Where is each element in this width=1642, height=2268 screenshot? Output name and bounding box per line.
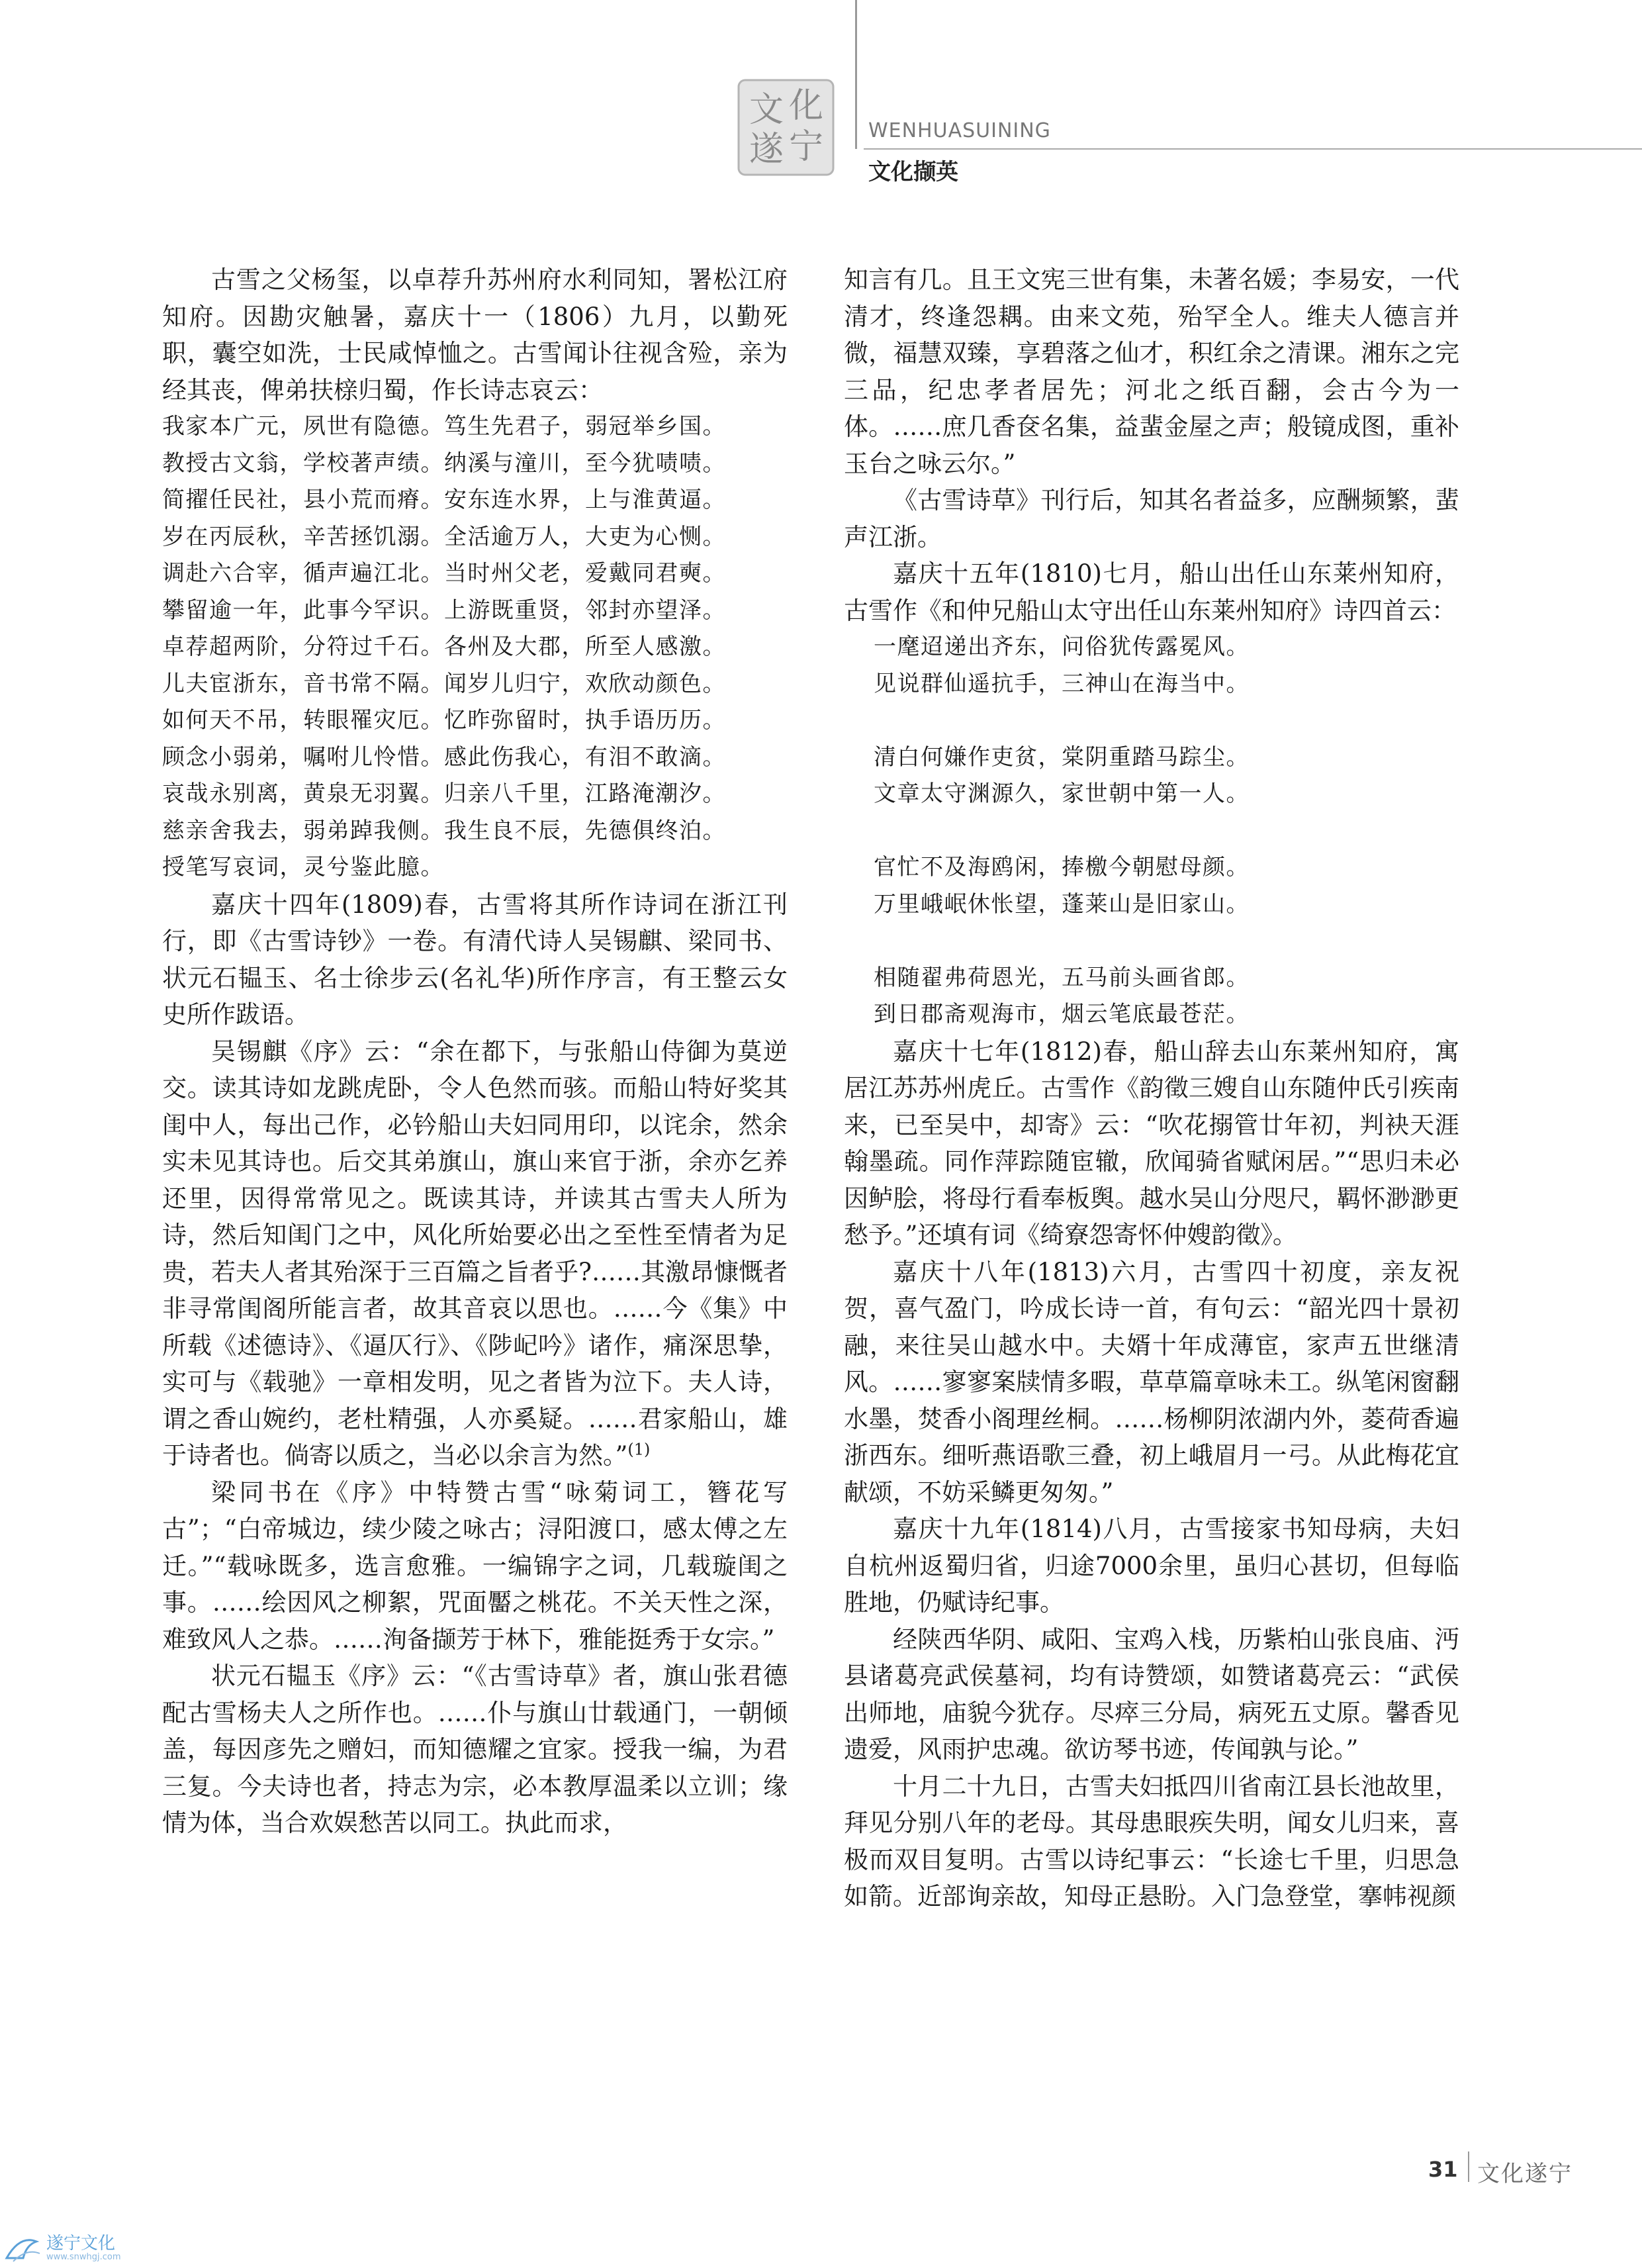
paragraph: 嘉庆十四年(1809)春，古雪将其所作诗词在浙江刊行，即《古雪诗钞》一卷。有清代诗人吴锡麒、梁同书、状元石韫玉、名士徐步云(名礼华)所作序言，有王整云女史所作跋语。 xyxy=(162,890,788,1029)
paragraph: 经陕西华阴、咸阳、宝鸡入栈，历紫柏山张良庙、沔县诸葛亮武侯墓祠，均有诗赞颂，如赞诸葛亮云：“武侯出师地，庙貌今犹存。尽瘁三分局，病死五丈原。馨香见遗爱，风雨护忠魂。欲访琴书迹，传闻孰与论。” xyxy=(844,1625,1459,1764)
paragraph: 状元石韫玉《序》云：“《古雪诗草》者，旗山张君德配古雪杨夫人之所作也。……仆与旗山廿载通门，一朝倾盖，每因彦先之赠妇，而知德耀之宜家。授我一编，为君三复。今夫诗也者，持志为宗，必本教厚温柔以立训；缘情为体，当合欢娱愁苦以同工。执此而求， xyxy=(162,1662,788,1837)
paragraph xyxy=(162,1033,788,1474)
section-title: 文化撷英 xyxy=(868,159,958,185)
paragraph: 嘉庆十七年(1812)春，船山辞去山东莱州知府，寓居江苏苏州虎丘。古雪作《韵徵三嫂自山东随仲氏引疾南来，已至吴中，却寄》云：“吹花搦管廿年初，判袂天涯翰墨疏。同作萍踪随宦辙，欣闻骑省赋闲居。”“思归未必因鲈脍，将母行看奉板舆。越水吴山分咫尺，羁怀渺渺更愁予。”还填有词《绮寮怨寄怀仲嫂韵徵》。 xyxy=(844,1037,1459,1249)
header-rule xyxy=(864,148,1642,150)
poem-line: 文章太守渊源久，家世朝中第一人。 xyxy=(874,780,1250,807)
poem-line: 顾念小弱弟，嘱咐儿怜惜。感此伤我心，有泪不敢滴。 xyxy=(162,743,726,771)
poem-line: 如何天不吊，转眼罹灾厄。忆昨弥留时，执手语历历。 xyxy=(162,707,726,733)
paragraph: 十月二十九日，古雪夫妇抵四川省南江县长池故里，拜见分别八年的老母。其母患眼疾失明，闻女儿归来，喜极而双目复明。古雪以诗纪事云：“长途七千里，归思急如箭。近部询亲故，知母正悬盼。入门急登堂，搴帏视颜 xyxy=(844,1772,1459,1911)
poem-line: 简擢任民社，县小荒而瘠。安东连水界，上与淮黄逼。 xyxy=(162,487,726,513)
poem-line: 我家本广元，夙世有隐德。笃生先君子，弱冠举乡国。 xyxy=(162,413,726,440)
poem-line: 调赴六合宰，循声遍江北。当时州父老，爱戴同君奭。 xyxy=(162,560,726,587)
poem-line: 相随翟弗荷恩光，五马前头画省郎。 xyxy=(874,964,1250,991)
paragraph-text: 吴锡麒《序》云：“余在都下，与张船山侍御为莫逆交。读其诗如龙跳虎卧，令人色然而骇。而船山特好奖其闺中人，每出己作，必钤船山夫妇同用印，以诧余，然余实未见其诗也。后交其弟旗山，旗山来官于浙，余亦乞养还里，因得常常见之。既读其诗，并读其古雪夫人所为诗，然后知闺门之中，风化所始要必出之至性至情者为足贵，若夫人者其殆深于三百篇之旨者乎?……其激昂慷慨者非寻常闺阁所能言者，故其音哀以思也。……今《集》中所载《述德诗》、《逼仄行》、《陟屺吟》诸作，痛深思挚，实可与《载驰》一章相发明，见之者皆为泣下。夫人诗，谓之香山婉约，老杜精强，人亦奚疑。……君家船山，雄于诗者也。倘寄以质之，当必以余言为然。” xyxy=(162,1037,788,1470)
paragraph: 知言有几。且王文宪三世有集，未著名媛；李易安，一代清才，终逢怨耦。由来文苑，殆罕全人。维夫人德言并微，福慧双臻，享碧落之仙才，积红余之清课。湘东之完三品，纪忠孝者居先；河北之纸百翻，会古今为一体。……庶几香奁名集，益蜚金屋之声；般镜成图，重补玉台之咏云尔。” xyxy=(844,265,1459,478)
poem-line: 卓荐超两阶，分符过千石。各州及大郡，所至人感激。 xyxy=(162,634,726,660)
poem-line: 到日郡斋观海市，烟云笔底最苍茫。 xyxy=(874,1001,1250,1027)
paragraph: 古雪之父杨玺，以卓荐升苏州府水利同知，署松江府知府。因勘灾触暑，嘉庆十一（1806）九月，以勤死职，囊空如洗，士民咸悼恤之。古雪闻讣往视含殓，亲为经其丧，俾弟扶榇归蜀，作长诗志哀云： xyxy=(162,265,788,404)
svg-text:遂: 遂 xyxy=(749,130,784,169)
elegy-poem xyxy=(162,408,788,886)
page-number: 31 xyxy=(1428,2157,1458,2182)
svg-text:宁: 宁 xyxy=(788,127,824,167)
poem-line: 儿夫宦浙东，音书常不隔。闻岁儿归宁，欢欣动颜色。 xyxy=(162,670,726,697)
footer-separator xyxy=(1468,2151,1469,2182)
poem-line: 万里峨岷休怅望，蓬莱山是旧家山。 xyxy=(874,890,1250,918)
right-column xyxy=(844,261,1459,1915)
svg-text:文: 文 xyxy=(749,90,784,130)
poem-line: 慈亲舍我去，弱弟踔我侧。我生良不辰，先德俱终泊。 xyxy=(162,817,726,844)
paragraph: 《古雪诗草》刊行后，知其名者益多，应酬频繁，蜚声江浙。 xyxy=(844,486,1459,551)
paragraph: 嘉庆十九年(1814)八月，古雪接家书知母病，夫妇自杭州返蜀归省，归途7000余里，虽归心甚切，但每临胜地，仍赋诗纪事。 xyxy=(844,1515,1459,1617)
poem-line: 攀留逾一年，此事今罕识。上游既重贤，邻封亦望泽。 xyxy=(162,596,726,624)
paragraph: 嘉庆十八年(1813)六月，古雪四十初度，亲友祝贺，喜气盈门，吟成长诗一首，有句云：“韶光四十景初融，来往吴山越水中。夫婿十年成薄宦，家声五世继清风。……寥寥案牍情多暇，草草篇章咏未工。纵笔闲窗翻水墨，焚香小阁理丝桐。……杨柳阴浓湖内外，菱荷香遍浙西东。细听燕语歌三叠，初上峨眉月一弓。从此梅花宜献颂，不妨采鳞更匆匆。” xyxy=(844,1257,1459,1507)
poem-line: 教授古文翁，学校著声绩。纳溪与潼川，至今犹啧啧。 xyxy=(162,449,726,477)
poem-line: 一麾迢递出齐东，问俗犹传露冕风。 xyxy=(874,634,1250,660)
paragraph: 嘉庆十五年(1810)七月，船山出任山东莱州知府，古雪作《和仲兄船山太守出任山东莱州知府》诗四首云： xyxy=(844,559,1459,625)
poem-line: 清白何嫌作吏贫，棠阴重踏马踪尘。 xyxy=(874,743,1250,771)
header-vertical-line xyxy=(855,0,857,149)
magazine-logo-seal xyxy=(735,76,837,179)
footnote-marker: (1) xyxy=(627,1440,651,1459)
stanza-gap xyxy=(844,923,1459,960)
poem-line: 授笔写哀词，灵兮鉴此臆。 xyxy=(162,854,444,880)
stanza-gap xyxy=(844,813,1459,850)
poem-line: 哀哉永别离，黄泉无羽翼。归亲八千里，江路淹潮汐。 xyxy=(162,780,726,807)
quatrain-poems xyxy=(844,629,1459,1033)
paragraph: 梁同书在《序》中特赞古雪“咏菊词工，簪花写古”；“白帝城边，续少陵之咏古；浔阳渡口，感太傅之左迁。”“载咏既多，选言愈雅。一编锦字之词，几载璇闺之事。……绘因风之柳絮，咒面靨之桃花。不关天性之深，难致风人之恭。……洵备撷芳于林下，雅能挺秀于女宗。” xyxy=(162,1478,788,1654)
poem-line: 见说群仙遥抗手，三神山在海当中。 xyxy=(874,670,1250,697)
footer-magazine-name: 文化遂宁 xyxy=(1477,2161,1573,2187)
poem-line: 官忙不及海鸥闲，捧檄今朝慰母颜。 xyxy=(874,854,1250,880)
left-column xyxy=(162,261,788,1842)
svg-text:化: 化 xyxy=(788,86,824,126)
watermark-url: www.snwhgj.com xyxy=(46,2252,121,2262)
watermark-text: 遂宁文化 xyxy=(46,2234,116,2253)
poem-line: 岁在丙辰秋，辛苦拯饥溺。全活逾万人，大吏为心恻。 xyxy=(162,523,726,550)
stanza-gap xyxy=(844,702,1459,739)
header-latin-title: WENHUASUINING xyxy=(868,119,1051,142)
